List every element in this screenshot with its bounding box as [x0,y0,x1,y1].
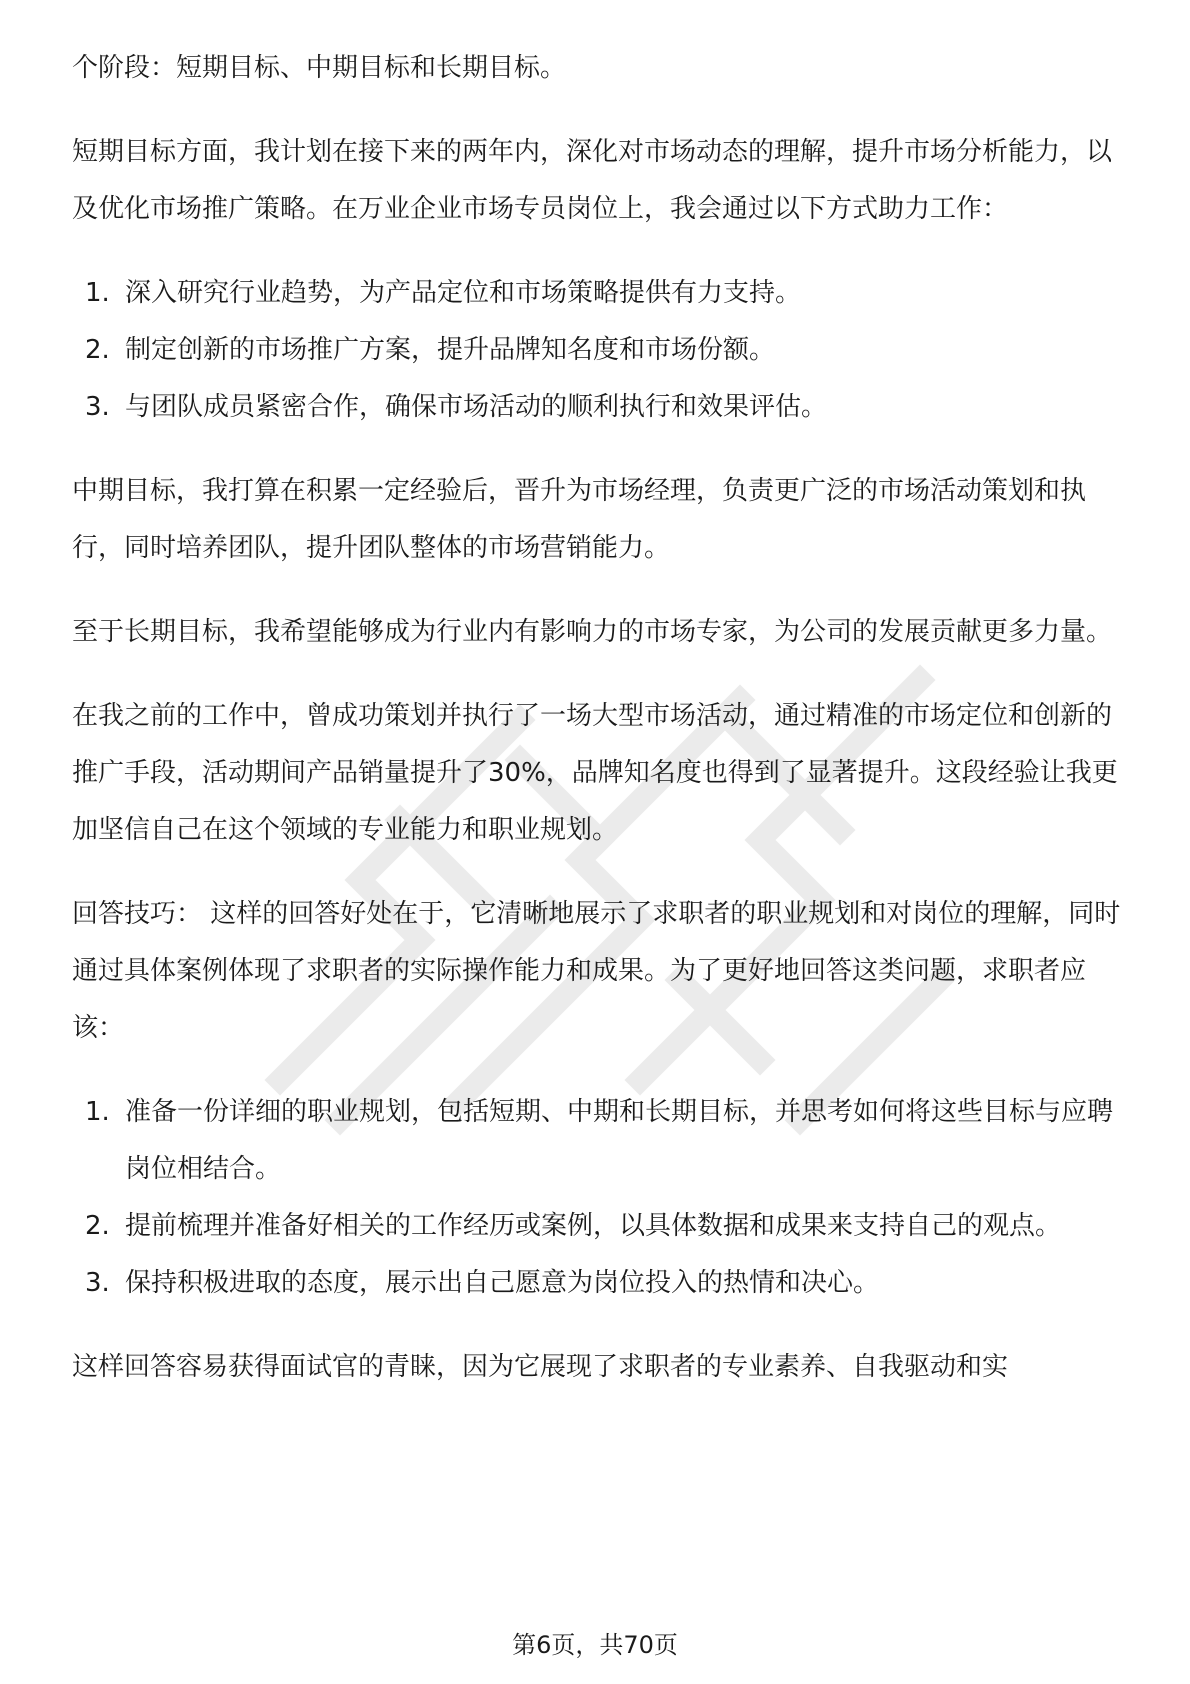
paragraph-conclusion: 这样回答容易获得面试官的青睐，因为它展现了求职者的专业素养、自我驱动和实 [72,1352,1009,1382]
list-item-text: 提前梳理并准备好相关的工作经历或案例，以具体数据和成果来支持自己的观点。 [125,1211,1062,1241]
page-number: 第6页，共70页 [512,1631,678,1659]
paragraph-short-term: 短期目标方面，我计划在接下来的两年内，深化对市场动态的理解，提升市场分析能力，以及优化市场推广策略。在万业企业市场专员岗位上，我会通过以下方式助力工作： [72,137,1113,224]
paragraph-answer-tips: 回答技巧： 这样的回答好处在于，它清晰地展示了求职者的职业规划和对岗位的理解，同时通过具体案例体现了求职者的实际操作能力和成果。为了更好地回答这类问题，求职者应该： [72,899,1121,1043]
list-item-text: 准备一份详细的职业规划，包括短期、中期和长期目标，并思考如何将这些目标与应聘岗位相结合。 [125,1097,1114,1184]
paragraph-past-experience: 在我之前的工作中，曾成功策划并执行了一场大型市场活动，通过精准的市场定位和创新的推广手段，活动期间产品销量提升了30%，品牌知名度也得到了显著提升。这段经验让我更加坚信自己在这个领域的专业能力和职业规划。 [72,701,1118,845]
list-item-number: 3. [85,1268,110,1298]
paragraph-long-term: 至于长期目标，我希望能够成为行业内有影响力的市场专家，为公司的发展贡献更多力量。 [72,617,1113,647]
list-item-text: 保持积极进取的态度，展示出自己愿意为岗位投入的热情和决心。 [125,1268,880,1298]
paragraph-goal-stages: 个阶段：短期目标、中期目标和长期目标。 [72,53,567,83]
list-item [72,1255,1122,1312]
list-item [72,265,1122,322]
list-item-text: 与团队成员紧密合作，确保市场活动的顺利执行和效果评估。 [125,392,828,422]
list-item-text: 制定创新的市场推广方案，提升品牌知名度和市场份额。 [125,335,776,365]
paragraph-mid-term: 中期目标，我打算在积累一定经验后，晋升为市场经理，负责更广泛的市场活动策划和执行，同时培养团队，提升团队整体的市场营销能力。 [72,476,1087,563]
document-body [72,40,1122,1423]
list-item-number: 2. [85,1211,110,1241]
list-item-number: 1. [85,278,110,308]
list-item-number: 3. [85,392,110,422]
list-short-term-actions [72,265,1122,436]
list-item-number: 1. [85,1097,110,1127]
list-candidate-advice [72,1084,1122,1312]
list-item-text: 深入研究行业趋势，为产品定位和市场策略提供有力支持。 [125,278,802,308]
list-item [72,322,1122,379]
list-item [72,1198,1122,1255]
list-item [72,379,1122,436]
list-item [72,1084,1122,1198]
list-item-number: 2. [85,335,110,365]
